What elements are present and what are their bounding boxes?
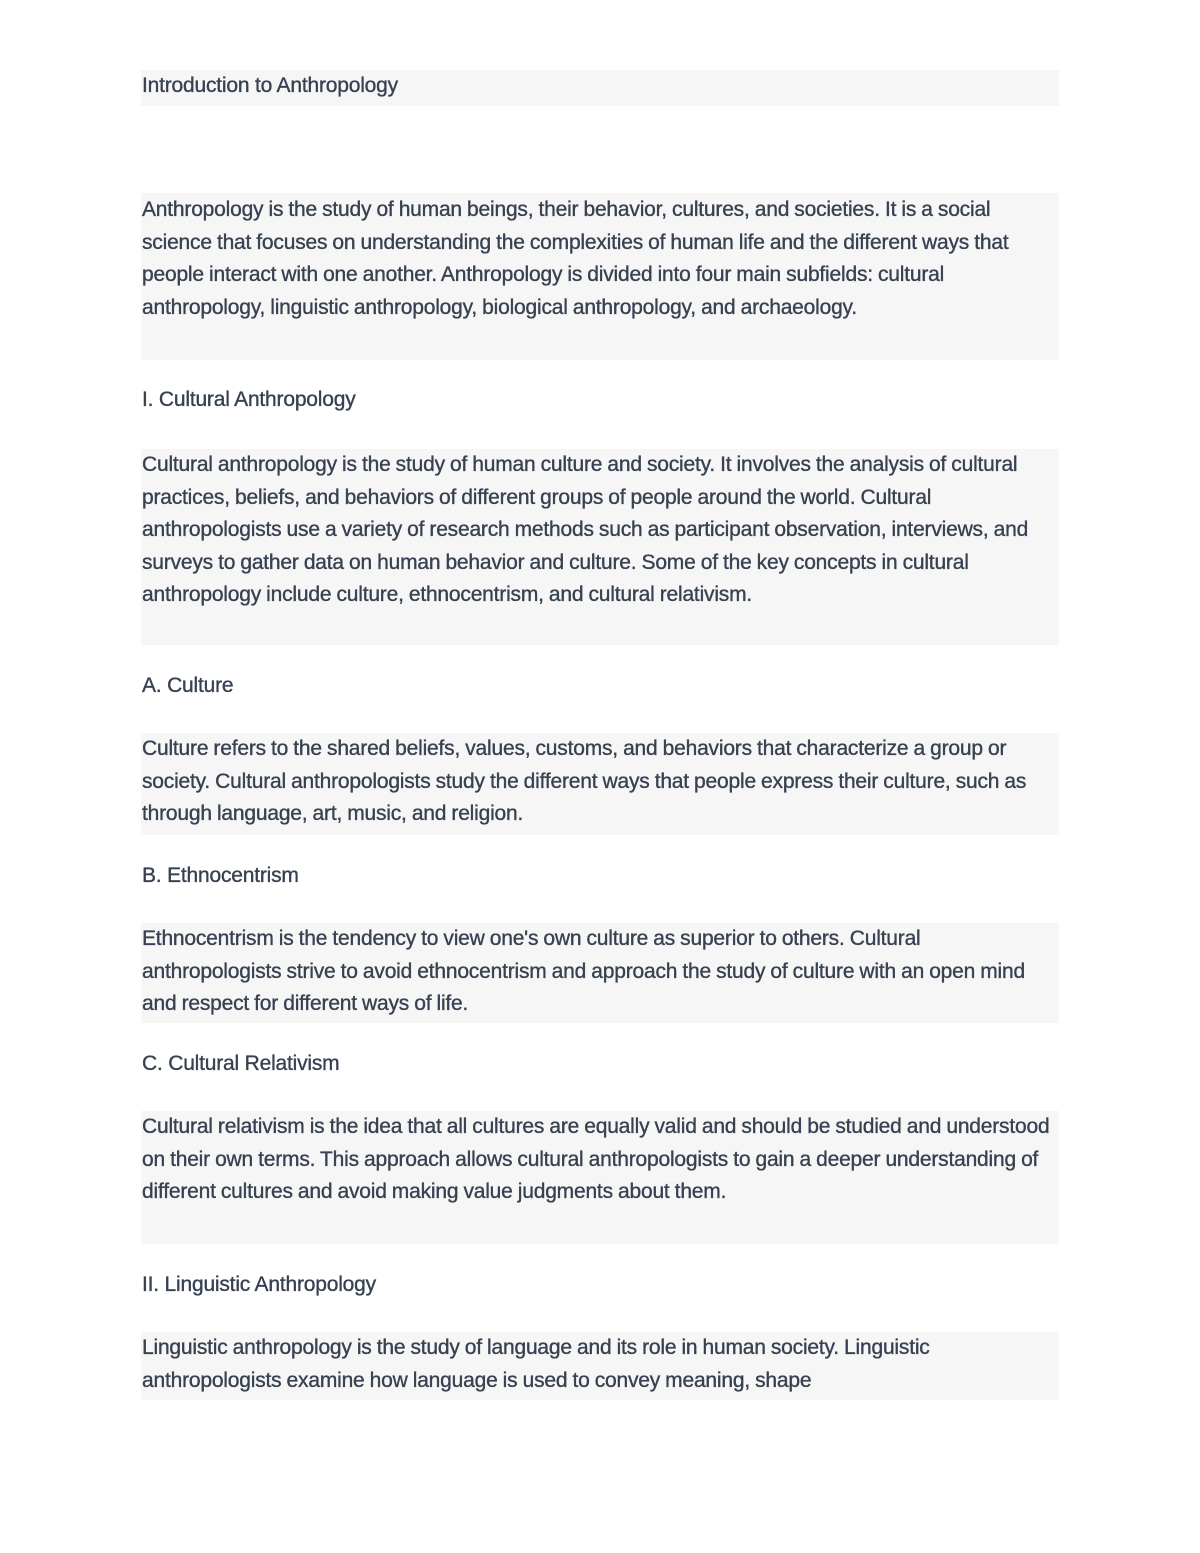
section-heading-ethnocentrism: B. Ethnocentrism — [142, 864, 299, 887]
paragraph-cultural-relativism: Cultural relativism is the idea that all cultures are equally valid and should be studied and understood on their own terms. This approach allows cultural anthropologists to gain a deeper understanding of different cultures and avoid making value judgments about them. — [141, 1111, 1059, 1244]
section-heading-linguistic-anthropology: II. Linguistic Anthropology — [142, 1273, 376, 1296]
paragraph-ethnocentrism: Ethnocentrism is the tendency to view one's own culture as superior to others. Cultural anthropologists strive to avoid ethnocentrism and approach the study of culture with an open mind and respect for different ways of life. — [141, 923, 1059, 1023]
document-title: Introduction to Anthropology — [142, 74, 398, 97]
paragraph-cultural-anthropology: Cultural anthropology is the study of human culture and society. It involves the analysis of cultural practices, beliefs, and behaviors of different groups of people around the world. Cultural anthropologists use a variety of research methods such as participant observation, interviews, and surveys to gather data on human behavior and culture. Some of the key concepts in cultural anthropology include culture, ethnocentrism, and cultural relativism. — [141, 449, 1059, 645]
section-heading-cultural-anthropology: I. Cultural Anthropology — [142, 388, 356, 411]
section-heading-cultural-relativism: C. Cultural Relativism — [142, 1052, 340, 1075]
intro-paragraph: Anthropology is the study of human beings, their behavior, cultures, and societies. It is a social science that focuses on understanding the complexities of human life and the different ways that people interact with one another. Anthropology is divided into four main subfields: cultural anthropology, linguistic anthropology, biological anthropology, and archaeology. — [141, 193, 1059, 360]
paragraph-culture: Culture refers to the shared beliefs, values, customs, and behaviors that characterize a group or society. Cultural anthropologists study the different ways that people express their culture, such as through language, art, music, and religion. — [141, 733, 1059, 835]
paragraph-linguistic-anthropology: Linguistic anthropology is the study of language and its role in human society. Linguistic anthropologists examine how language is used to convey meaning, shape — [141, 1332, 1059, 1400]
title-block — [141, 70, 1059, 106]
section-heading-culture: A. Culture — [142, 674, 234, 697]
